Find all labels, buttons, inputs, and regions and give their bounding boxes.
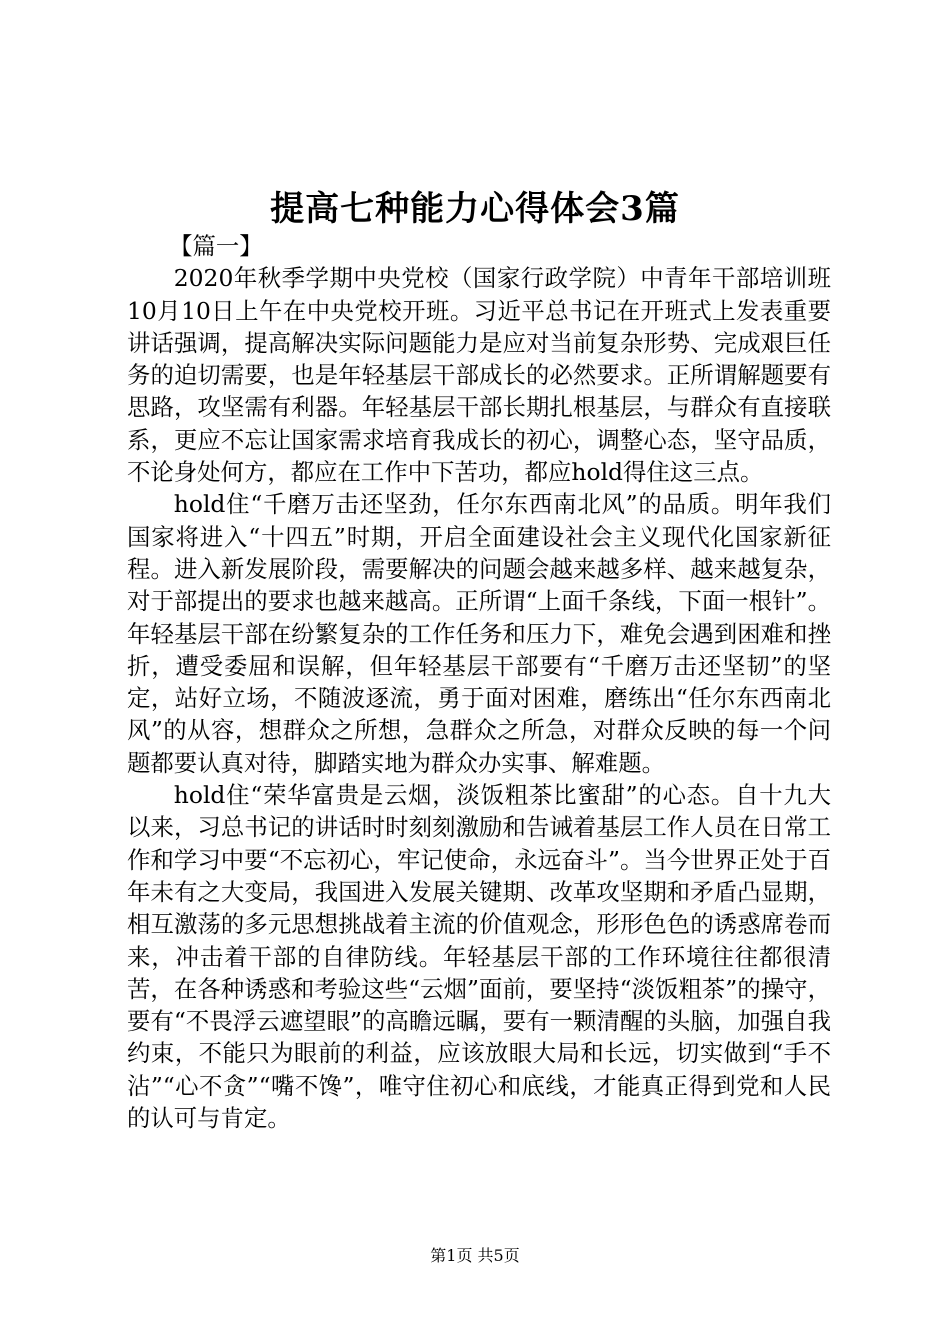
paragraph-1: 2020年秋季学期中央党校（国家行政学院）中青年干部培训班10月10日上午在中央党校开班。习近平总书记在开班式上发表重要讲话强调，提高解决实际问题能力是应对当前复杂形势、完成艰巨任务的迫切需要，也是年轻基层干部成长的必然要求。正所谓解题要有思路，攻坚需有利器。年轻基层干部长期扎根基层，与群众有直接联系，更应不忘让国家需求培育我成长的初心，调整心态，坚守品质，不论身处何方，都应在工作中下苦功，都应hold得住这三点。 xyxy=(127,264,831,487)
document-title: 提高七种能力心得体会3篇 xyxy=(270,189,680,229)
section-label: 【篇一】 xyxy=(169,232,263,260)
paragraph-3: hold住“荣华富贵是云烟，淡饭粗茶比蜜甜”的心态。自十九大以来，习总书记的讲话时时刻刻激励和告诫着基层工作人员在日常工作和学习中要“不忘初心，牢记使命，永远奋斗”。当今世界正处于百年未有之大变局，我国进入发展关键期、改革攻坚期和矛盾凸显期，相互激荡的多元思想挑战着主流的价值观念，形形色色的诱惑席卷而来，冲击着干部的自律防线。年轻基层干部的工作环境往往都很清苦，在各种诱惑和考验这些“云烟”面前，要坚持“淡饭粗茶”的操守，要有“不畏浮云遮望眼”的高瞻远瞩，要有一颗清醒的头脑，加强自我约束，不能只为眼前的利益，应该放眼大局和长远，切实做到“手不沾”“心不贪”“嘴不馋”，唯守住初心和底线，才能真正得到党和人民的认可与肯定。 xyxy=(127,781,831,1133)
page-footer: 第1页 共5页 xyxy=(430,1246,520,1265)
paragraph-2: hold住“千磨万击还坚劲，任尔东西南北风”的品质。明年我们国家将进入“十四五”时期，开启全面建设社会主义现代化国家新征程。进入新发展阶段，需要解决的问题会越来越多样、越来越复杂，对于部提出的要求也越来越高。正所谓“上面千条线，下面一根针”。年轻基层干部在纷繁复杂的工作任务和压力下，难免会遇到困难和挫折，遭受委屈和误解，但年轻基层干部要有“千磨万击还坚韧”的坚定，站好立场，不随波逐流，勇于面对困难，磨练出“任尔东西南北风”的从容，想群众之所想，急群众之所急，对群众反映的每一个问题都要认真对待，脚踏实地为群众办实事、解难题。 xyxy=(127,490,831,777)
document-body xyxy=(127,230,831,1134)
